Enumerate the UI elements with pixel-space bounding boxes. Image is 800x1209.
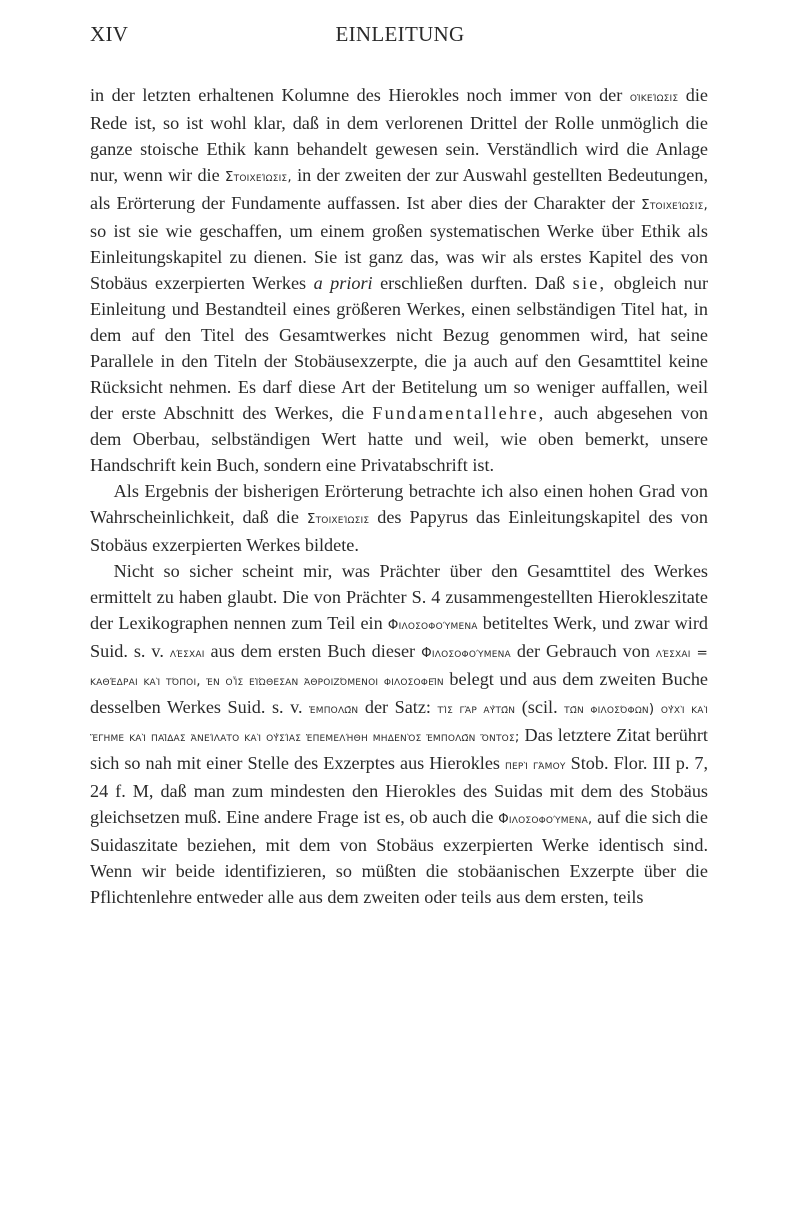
text-run: in der zweiten der zur Auswahl gestellten Bedeutungen, als Erörterung der Fundamente auffassen. Ist aber dies der Charakter der (90, 165, 709, 213)
text-run: betiteltes Werk, und zwar wird Suid. s. v. (90, 613, 708, 661)
text-run: der Satz: (364, 697, 431, 717)
italic-term: a priori (313, 273, 373, 293)
greek-term: Στοιχείωσις, (641, 197, 709, 213)
running-title: EINLEITUNG (335, 22, 465, 46)
greek-quote: οὐχὶ καὶ ἔγημε καὶ παῖδας ἀνείλατο καὶ οὐσίας ἐπεμελήθη μηδενὸς ἐμπολῶν ὄντος; (90, 701, 709, 745)
greek-term: Στοιχείωσις (306, 511, 370, 527)
paragraph-1 (90, 82, 708, 478)
greek-term: λέσχαι (169, 645, 205, 661)
text-run: aus dem ersten Buch dieser (210, 641, 416, 661)
text-run: so ist sie wie geschaffen, um einem großen systematischen Werke über Ethik als Einleitungskapitel zu dienen. Sie ist ganz das, was wir als erstes Kapitel des von Stobäus exzerpierten Werkes (90, 221, 708, 293)
page-number: XIV (90, 22, 129, 46)
greek-term: Φιλοσοφούμενα (421, 645, 511, 661)
paragraph-2 (90, 478, 708, 558)
greek-term: Φιλοσοφούμενα (387, 617, 478, 633)
text-run: des Papyrus das Einleitungskapitel des von Stobäus exzerpierten Werkes bildete. (90, 507, 708, 555)
greek-quote: τῶν φιλοσόφων) (564, 701, 655, 717)
text-run: Das letztere Zitat berührt sich so nah mit einer Stelle des Exzerptes aus Hierokles (90, 725, 708, 773)
greek-term: οἰκείωσις (629, 89, 679, 105)
greek-quote: λέσχαι = καθέδραι καὶ τόποι, ἐν οἷς εἰώθεσαν ἀθροιζόμενοι φιλοσοφεῖν (90, 645, 709, 689)
running-head (90, 22, 710, 48)
text-run: die Rede ist, so ist wohl klar, daß in dem verlorenen Drittel der Rolle unmöglich die ganze stoische Ethik kann behandelt gewesen sein. Verständlich wird die Anlage nur, wenn wir die (90, 85, 709, 185)
spaced-term: sie, (572, 273, 607, 293)
paragraph-3 (90, 558, 708, 910)
greek-term: Στοιχείωσις, (224, 169, 292, 185)
text-run: Stob. Flor. III p. 7, 24 f. M, daß man zum mindesten den Hierokles des Suidas mit dem des Stobäus gleichsetzen muß. Eine andere Frage ist es, ob auch die (90, 753, 709, 827)
greek-quote: τίς γὰρ αὐτῶν (437, 701, 516, 717)
text-run: in der letzten erhaltenen Kolumne des Hierokles noch immer von der (90, 85, 623, 105)
text-run: auf die sich die Suidaszitate beziehen, mit dem von Stobäus exzerpierten Werke identisch sind. Wenn wir beide identifizieren, so müßten die stobäanischen Exzerpte über die Pflichtenlehre entweder alle aus dem zweiten oder teils aus dem ersten, teils (90, 807, 709, 907)
text-run: Als Ergebnis der bisherigen Erörterung betrachte ich also einen hohen Grad von Wahrscheinlichkeit, daß die (90, 481, 708, 527)
text-run: obgleich nur Einleitung und Bestandteil eines größeren Werkes, einen selbständigen Titel hat, in dem auf den Titel des Gesamtwerkes nicht Bezug genommen wird, hat seine Parallele in den Titeln der Stobäusexzerpte, die ja auch auf den Gesamttitel keine Rücksicht nehmen. Es darf diese Art der Betitelung um so weniger auffallen, weil der erste Abschnitt des Werkes, die (90, 273, 709, 423)
text-run: belegt und aus dem zweiten Buche desselben Werkes Suid. s. v. (90, 669, 709, 717)
spaced-term: Fundamentallehre, (372, 403, 546, 423)
body-text (90, 82, 708, 910)
greek-term: Φιλοσοφούμενα, (498, 811, 593, 827)
text-run: Nicht so sicher scheint mir, was Prächter über den Gesamttitel des Werkes ermittelt zu haben glaubt. Die von Prächter S. 4 zusammengestellten Hierokleszitate der Lexikographen nennen zum Teil ein (90, 561, 708, 633)
greek-term: περὶ γάμου (505, 757, 566, 773)
text-run: der Gebrauch von (516, 641, 650, 661)
text-run: auch abgesehen von dem Oberbau, selbständigen Wert hatte und weil, wie oben bemerkt, unsere Handschrift kein Buch, sondern eine Privatabschrift ist. (90, 403, 709, 475)
text-run: erschließen durften. Daß (380, 273, 566, 293)
greek-term: ἐμπολῶν (309, 701, 359, 717)
text-run: (scil. (521, 697, 558, 717)
